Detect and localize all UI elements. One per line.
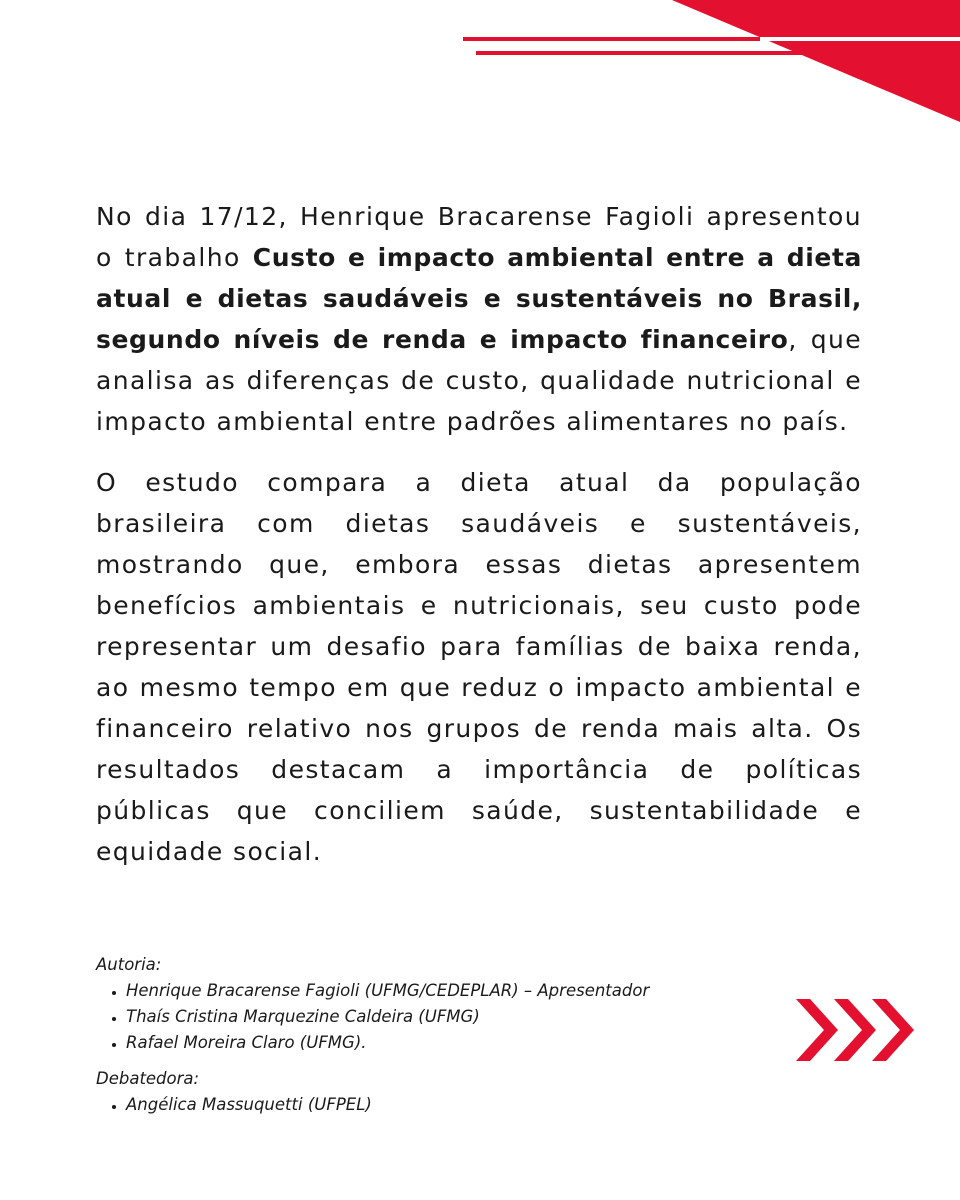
debater-label: Debatedora xyxy=(96,1069,194,1088)
authors-label: Autoria xyxy=(96,955,156,974)
paragraph-2: O estudo compara a dieta atual da população brasileira com dietas saudáveis e sustentáveis, mostrando que, embora essas dietas apresentem benefícios ambientais e nutricionais, seu custo pode representar um desafio para famílias de baixa renda, ao mesmo tempo em que reduz o impacto ambiental e financeiro relativo nos grupos de renda mais alta. Os resultados destacam a importância de políticas públicas que conciliem saúde, sustentabilidade e equidade social. xyxy=(96,468,862,866)
debater-item: • Angélica Massuquetti (UFPEL) xyxy=(126,1092,796,1118)
debaters-list xyxy=(96,1092,796,1118)
chevron-right-icon xyxy=(834,999,876,1061)
authors-heading: Autoria: xyxy=(96,955,162,974)
paragraph-1-intro: No dia 17/12, Henrique Bracarense Fagioli apresentou o trabalho xyxy=(96,202,862,272)
paragraph-1 xyxy=(96,196,862,442)
paragraph-1-rest: , que analisa as diferenças de custo, qualidade nutricional e impacto ambiental entre padrões alimentares no país. xyxy=(96,325,862,436)
authors-list xyxy=(96,978,796,1056)
chevron-right-icon xyxy=(796,999,838,1061)
chevron-right-icon xyxy=(872,999,914,1061)
author-item: • Henrique Bracarense Fagioli (UFMG/CEDEPLAR) – Apresentador xyxy=(126,978,796,1004)
author-item: • Thaís Cristina Marquezine Caldeira (UFMG) xyxy=(126,1004,796,1030)
work-title: Custo e impacto ambiental entre a dieta atual e dietas saudáveis e sustentáveis no Brasil, segundo níveis de renda e impacto financeiro xyxy=(96,243,863,354)
author-item: • Rafael Moreira Claro (UFMG). xyxy=(126,1030,796,1056)
top-right-red-decoration xyxy=(0,0,960,130)
credits-section xyxy=(96,952,796,1128)
red-triangle-shape xyxy=(672,0,960,122)
main-text xyxy=(96,196,862,892)
chevrons-right-icon xyxy=(792,995,920,1065)
debater-heading: Debatedora: xyxy=(96,1069,200,1088)
